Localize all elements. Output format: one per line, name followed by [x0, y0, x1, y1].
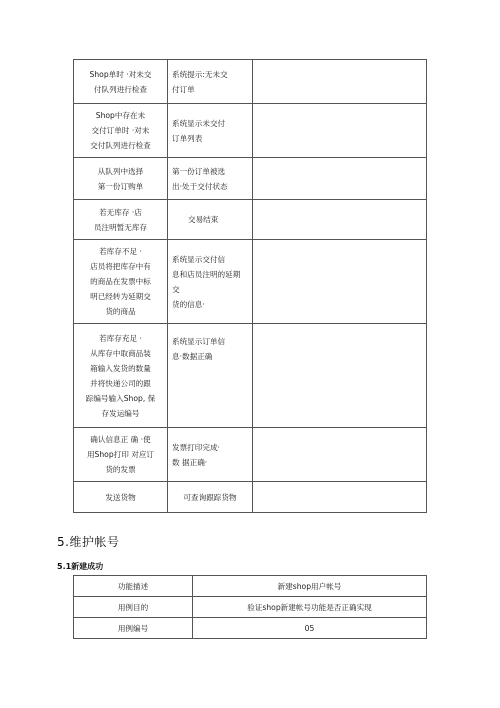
actual-result-cell [253, 104, 427, 158]
field-label: 功能描述 [74, 576, 193, 597]
field-label: 用例目的 [74, 597, 193, 618]
table-row [74, 158, 427, 200]
step-action-cell: Shop中存在未 交付订单时 ·对未 交付队列进行检查 [74, 104, 168, 158]
actual-result-cell [253, 60, 427, 104]
step-action-cell: 若无库存 ·店 员注明暂无库存 [74, 200, 168, 240]
table-row [74, 482, 427, 513]
test-steps-table [73, 59, 427, 513]
expected-result-cell: 可查询跟踪货物 [168, 482, 253, 513]
table-row [74, 618, 427, 639]
section-heading: 5.维护帐号 [57, 535, 120, 549]
expected-result-cell: 系统显示交付信 息和店员注明的延期 交 货的信息· [168, 240, 253, 324]
expected-result-cell: 第一份订单被选 出·处于交付状态 [168, 158, 253, 200]
step-action-cell: 从队列中选择 第一份订购单 [74, 158, 168, 200]
actual-result-cell [253, 158, 427, 200]
expected-result-cell: 发票打印完成· 数 据正确· [168, 428, 253, 482]
table-row [74, 240, 427, 324]
step-action-cell: Shop单时 ·对未交 付队列进行检查 [74, 60, 168, 104]
expected-result-cell: 系统显示未交付 订单列表 [168, 104, 253, 158]
table-row [74, 428, 427, 482]
table-row [74, 324, 427, 428]
actual-result-cell [253, 240, 427, 324]
actual-result-cell [253, 324, 427, 428]
field-label: 用例编号 [74, 618, 193, 639]
subsection-heading: 5.1新建成功 [57, 562, 104, 571]
step-action-cell: 发送货物 [74, 482, 168, 513]
actual-result-cell [253, 200, 427, 240]
step-action-cell: 若库存不足 · 店员将把库存中有 的商品在发票中标 明已经转为延期交 货的商品 [74, 240, 168, 324]
table-row [74, 104, 427, 158]
table-row [74, 576, 427, 597]
table-row [74, 200, 427, 240]
field-value: 新建shop用户帐号 [193, 576, 427, 597]
test-case-info-table [73, 575, 427, 639]
table-row [74, 60, 427, 104]
expected-result-cell: 交易结束 [168, 200, 253, 240]
actual-result-cell [253, 482, 427, 513]
expected-result-cell: 系统提示:无未交 付订单 [168, 60, 253, 104]
field-value: 05 [193, 618, 427, 639]
field-value: 验证shop新建帐号功能是否正确实现 [193, 597, 427, 618]
step-action-cell: 若库存充足 · 从库存中取商品装 箱输入发货的数量 并将快递公司的跟 踪编号输入Shop, 保 存发运编号 [74, 324, 168, 428]
actual-result-cell [253, 428, 427, 482]
step-action-cell: 确认信息正 确 ·使 用Shop打印 对应订 货的发票 [74, 428, 168, 482]
expected-result-cell: 系统显示订单信 息·数据正确 [168, 324, 253, 428]
table-row [74, 597, 427, 618]
